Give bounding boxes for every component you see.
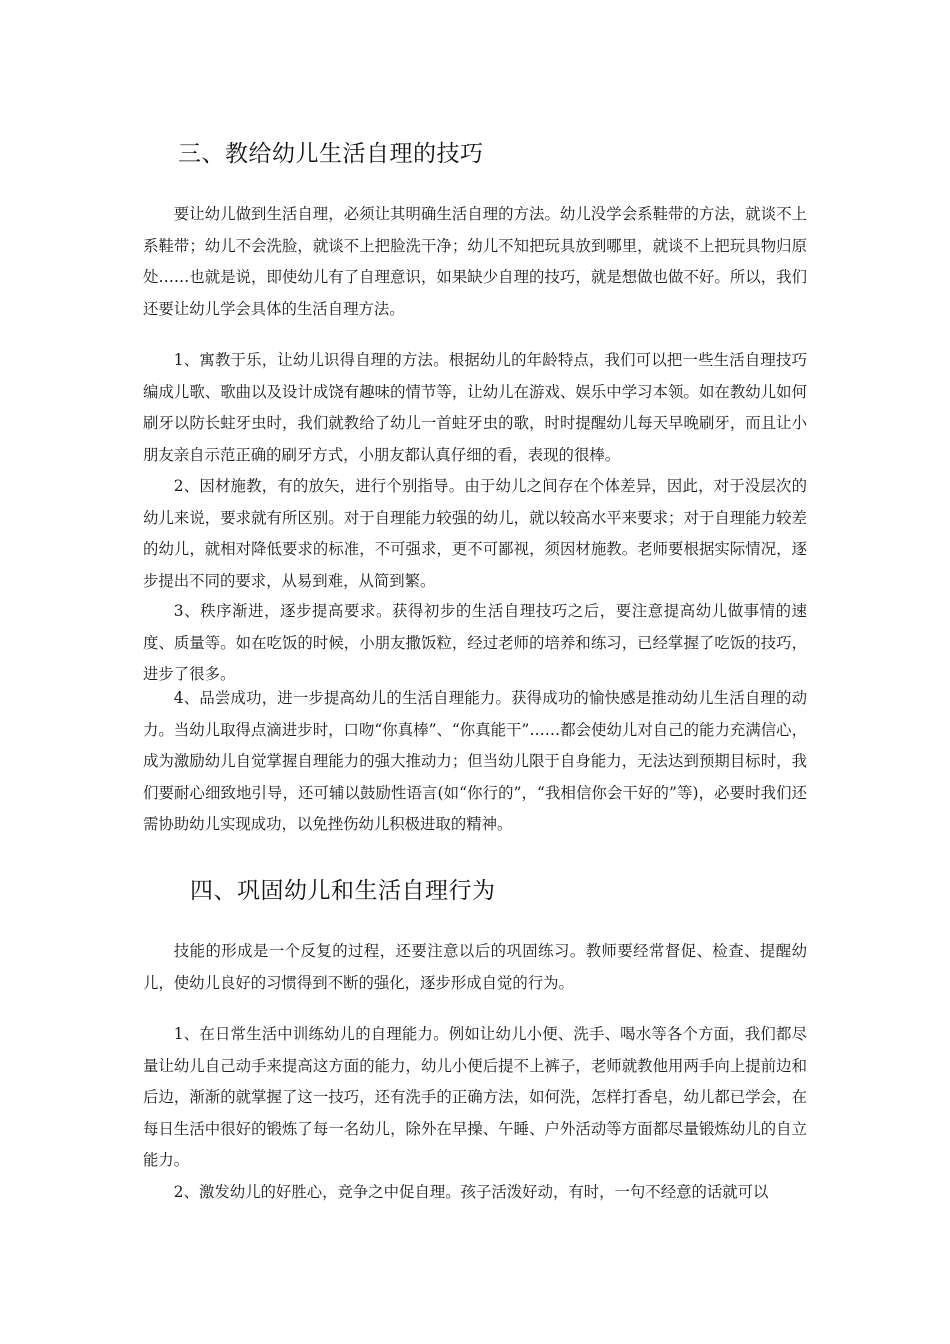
section-3-heading: 三、教给幼儿生活自理的技巧 <box>178 141 484 167</box>
section-3-paragraph-3: 3、秩序渐进，逐步提高要求。获得初步的生活自理技巧之后，要注意提高幼儿做事情的速度、质量等。如在吃饭的时候，小朋友撒饭粒，经过老师的培养和练习，已经掌握了吃饭的技巧，进步了很多。 <box>143 602 807 683</box>
section-3-intro-paragraph: 要让幼儿做到生活自理，必须让其明确生活自理的方法。幼儿没学会系鞋带的方法，就谈不上系鞋带；幼儿不会洗脸，就谈不上把脸洗干净；幼儿不知把玩具放到哪里，就谈不上把玩具物归原处……也就是说，即使幼儿有了自理意识，如果缺少自理的技巧，就是想做也做不好。所以，我们还要让幼儿学会具体的生活自理方法。 <box>143 205 807 318</box>
section-4-paragraph-1: 1、在日常生活中训练幼儿的自理能力。例如让幼儿小便、洗手、喝水等各个方面，我们都尽量让幼儿自己动手来提高这方面的能力，幼儿小便后提不上裤子，老师就教他用两手向上提前边和后边，渐渐的就掌握了这一技巧，还有洗手的正确方法，如何洗，怎样打香皂，幼儿都已学会，在每日生活中很好的锻炼了每一名幼儿，除外在早操、午睡、户外活动等方面都尽量锻炼幼儿的自立能力。 <box>143 1025 807 1169</box>
section-3-paragraph-4: 4、品尝成功，进一步提高幼儿的生活自理能力。获得成功的愉快感是推动幼儿生活自理的动力。当幼儿取得点滴进步时，口吻“你真棒”、“你真能干”……都会使幼儿对自己的能力充满信心，成为激励幼儿自觉掌握自理能力的强大推动力；但当幼儿限于自身能力，无法达到预期目标时，我们要耐心细致地引导，还可辅以鼓励性语言(如“你行的”，“我相信你会干好的”等)，必要时我们还需协助幼儿实现成功，以免挫伤幼儿积极进取的精神。 <box>143 689 807 833</box>
section-3-paragraph-2: 2、因材施教，有的放矢，进行个别指导。由于幼儿之间存在个体差异，因此，对于没层次的幼儿来说，要求就有所区别。对于自理能力较强的幼儿，就以较高水平来要求；对于自理能力较差的幼儿，就相对降低要求的标准，不可强求，更不可鄙视，须因材施教。老师要根据实际情况，逐步提出不同的要求，从易到难，从简到繁。 <box>143 477 807 590</box>
section-4-heading: 四、巩固幼儿和生活自理行为 <box>190 878 496 904</box>
section-3-paragraph-1: 1、寓教于乐，让幼儿识得自理的方法。根据幼儿的年龄特点，我们可以把一些生活自理技巧编成儿歌、歌曲以及设计成饶有趣味的情节等，让幼儿在游戏、娱乐中学习本领。如在教幼儿如何刷牙以防长蛀牙虫时，我们就教给了幼儿一首蛀牙虫的歌，时时提醒幼儿每天早晚刷牙，而且让小朋友亲自示范正确的刷牙方式，小朋友都认真仔细的看，表现的很棒。 <box>143 351 807 464</box>
section-4-intro-paragraph: 技能的形成是一个反复的过程，还要注意以后的巩固练习。教师要经常督促、检查、提醒幼儿，使幼儿良好的习惯得到不断的强化，逐步形成自觉的行为。 <box>143 942 807 992</box>
section-4-paragraph-2: 2、激发幼儿的好胜心，竞争之中促自理。孩子活泼好动，有时，一句不经意的话就可以 <box>173 1183 769 1201</box>
